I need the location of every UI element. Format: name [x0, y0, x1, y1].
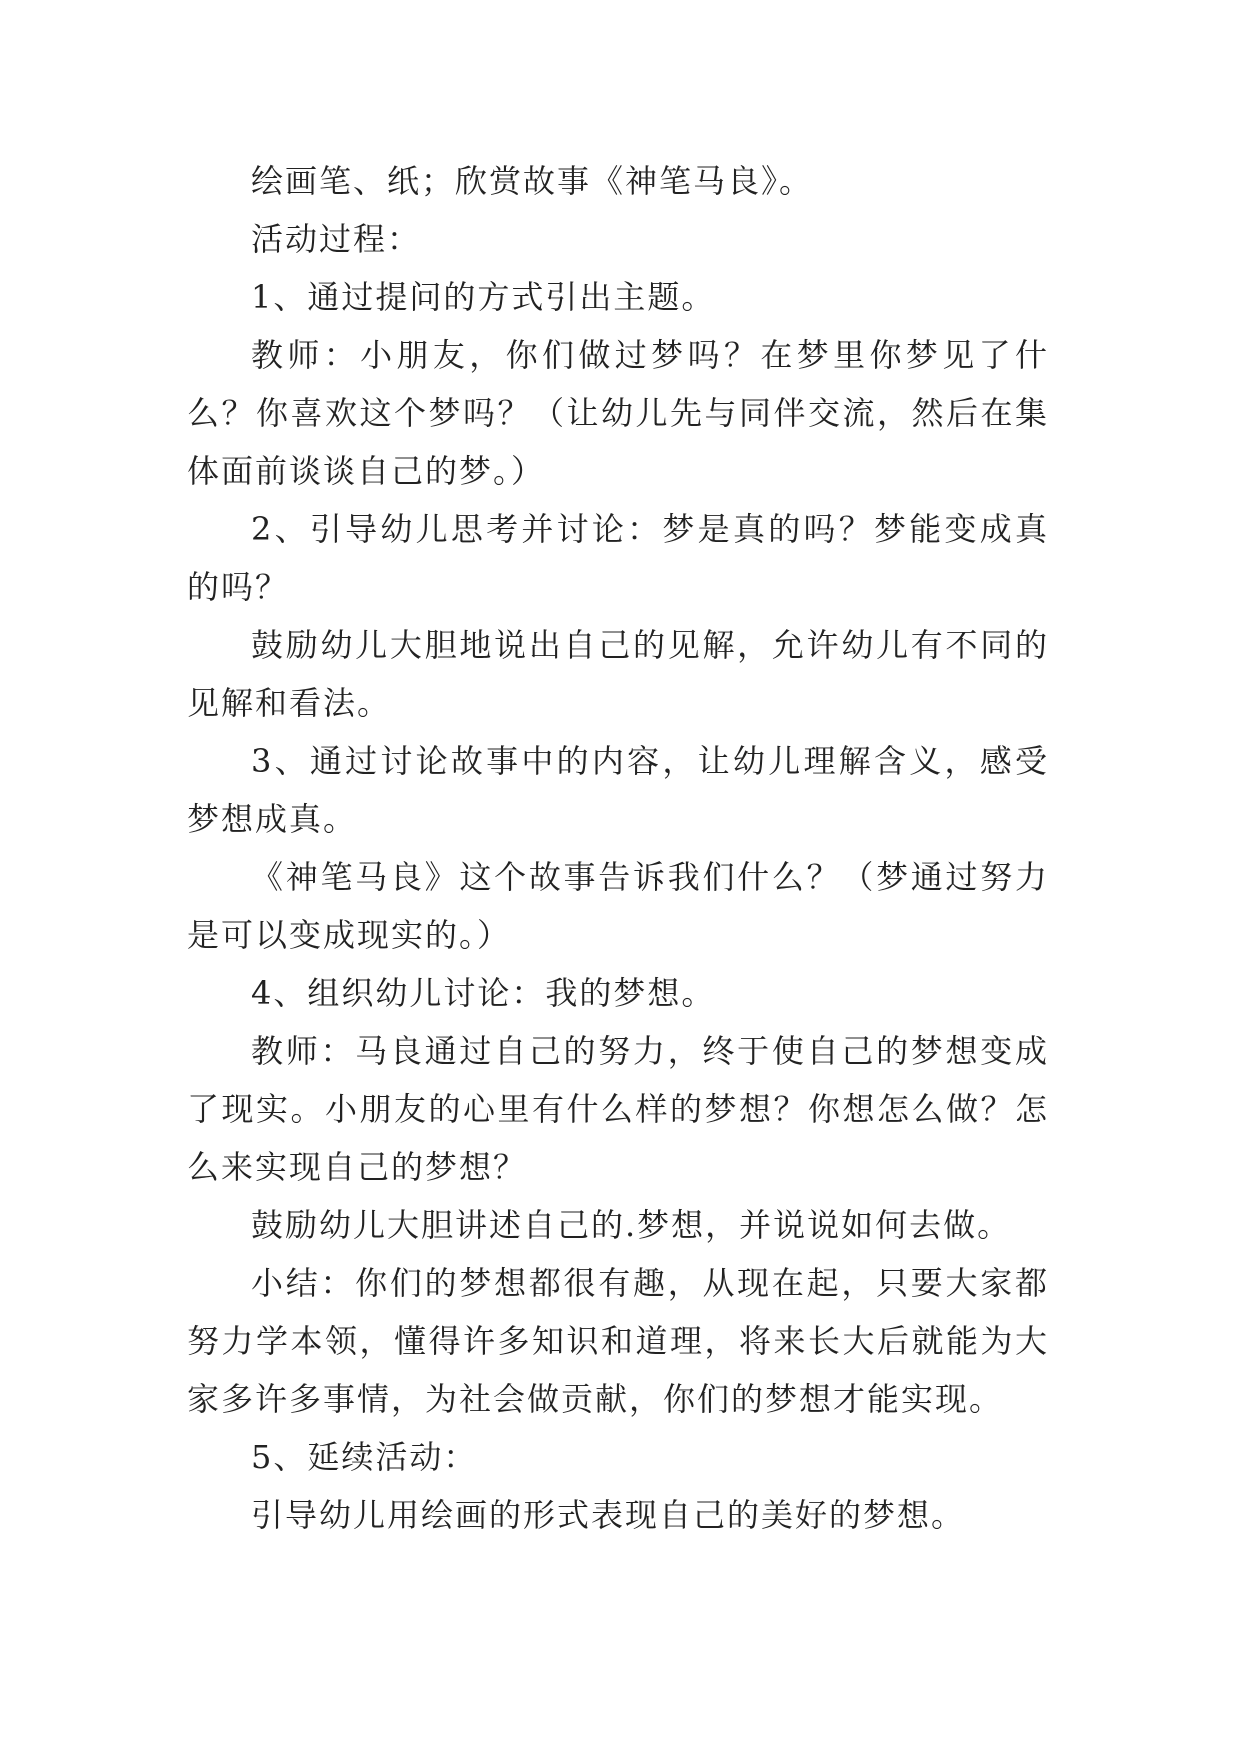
paragraph-step-1: 1、通过提问的方式引出主题。 [251, 278, 716, 316]
paragraph-step-5: 5、延续活动： [251, 1438, 478, 1476]
paragraph-encourage-opinions: 鼓励幼儿大胆地说出自己的见解，允许幼儿有不同的见解和看法。 [187, 626, 1049, 722]
paragraph-step-3: 3、通过讨论故事中的内容，让幼儿理解含义，感受梦想成真。 [187, 742, 1049, 838]
paragraph-activity-process-heading: 活动过程： [251, 220, 422, 258]
paragraph-summary: 小结：你们的梦想都很有趣，从现在起，只要大家都努力学本领，懂得许多知识和道理，将来长大后就能为大家多许多事情，为社会做贡献，你们的梦想才能实现。 [187, 1264, 1049, 1418]
paragraph-teacher-dream: 教师：马良通过自己的努力，终于使自己的梦想变成了现实。小朋友的心里有什么样的梦想？你想怎么做？怎么来实现自己的梦想？ [187, 1032, 1049, 1186]
paragraph-story-meaning: 《神笔马良》这个故事告诉我们什么？（梦通过努力是可以变成现实的。） [187, 858, 1049, 954]
document-body [187, 152, 1049, 1544]
paragraph-encourage-dreams: 鼓励幼儿大胆讲述自己的.梦想，并说说如何去做。 [251, 1206, 1012, 1244]
paragraph-materials: 绘画笔、纸；欣赏故事《神笔马良》。 [251, 162, 814, 200]
paragraph-step-4: 4、组织幼儿讨论：我的梦想。 [251, 974, 716, 1012]
paragraph-teacher-question: 教师：小朋友，你们做过梦吗？在梦里你梦见了什么？你喜欢这个梦吗？（让幼儿先与同伴交流，然后在集体面前谈谈自己的梦。） [187, 336, 1049, 490]
paragraph-extension-activity: 引导幼儿用绘画的形式表现自己的美好的梦想。 [251, 1496, 966, 1534]
paragraph-step-2: 2、引导幼儿思考并讨论：梦是真的吗？梦能变成真的吗？ [187, 510, 1049, 606]
